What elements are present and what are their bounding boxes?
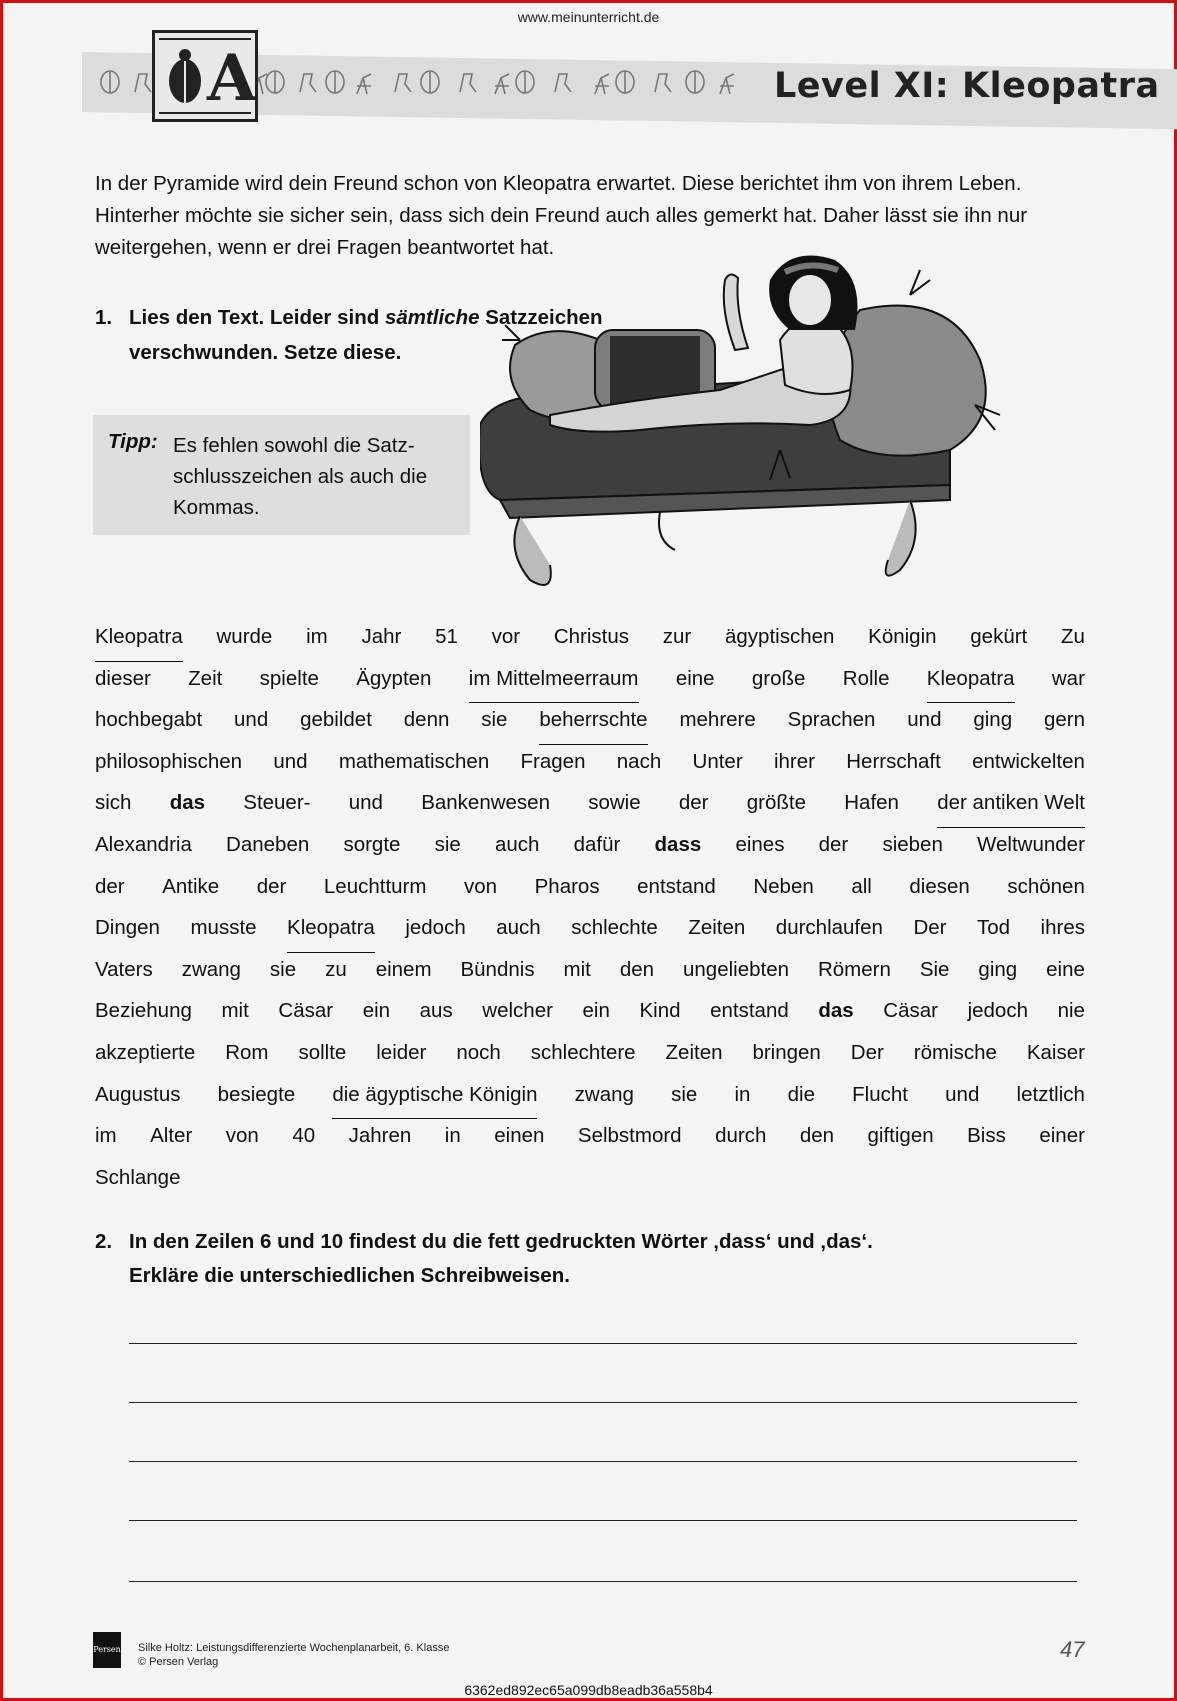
passage-word: eine	[1046, 957, 1085, 981]
passage-word: sowie	[588, 791, 641, 815]
passage-word: Königin	[868, 625, 937, 648]
passage-word: ein	[362, 999, 391, 1023]
passage-word: schönen	[1007, 874, 1085, 898]
passage-word: nie	[1057, 999, 1085, 1023]
passage-word: sorgte	[343, 832, 401, 856]
passage-word: nach	[616, 749, 662, 773]
passage-word: Augustus	[95, 1082, 181, 1106]
answer-line[interactable]	[129, 1402, 1077, 1403]
passage-word: der	[256, 874, 287, 898]
passage-word: hochbegabt	[95, 708, 203, 732]
level-logo	[152, 30, 258, 122]
passage-line	[95, 1119, 1085, 1161]
passage-word: Flucht	[852, 1082, 908, 1106]
passage-underlined-phrase: im Mittelmeerraum	[469, 662, 639, 704]
passage-line	[95, 953, 1085, 995]
passage-word: Herrschaft	[846, 749, 941, 773]
task-2-line-2: Erkläre die unterschiedlichen Schreibweisen.	[129, 1264, 570, 1287]
passage-word: Alter	[150, 1124, 193, 1148]
passage-word: Zeiten	[688, 916, 746, 940]
passage-word: spielte	[259, 666, 319, 690]
passage-word: ägyptischen	[724, 625, 835, 648]
passage-word: letztlich	[1016, 1082, 1085, 1106]
footer-copyright: © Persen Verlag	[138, 1656, 219, 1668]
passage-word: sollte	[298, 1040, 347, 1064]
passage-underlined-phrase: Kleopatra	[287, 911, 375, 953]
passage-word: mit	[563, 957, 591, 981]
footer-credits	[138, 1641, 449, 1669]
passage-line	[95, 911, 1085, 953]
passage-word: Unter	[692, 749, 743, 773]
passage-word: im	[306, 625, 328, 648]
task-2-number: 2.	[95, 1230, 113, 1253]
passage-word: Der	[850, 1040, 884, 1064]
passage-word: den	[799, 1124, 835, 1148]
page-title: Level XI: Kleopatra	[774, 66, 1160, 106]
passage-word: größte	[746, 791, 806, 815]
passage-word: akzeptierte	[95, 1040, 196, 1064]
intro-paragraph: In der Pyramide wird dein Freund schon von Kleopatra erwartet. Diese berichtet ihm von ihrem Leben. Hinterher möchte sie sicher sein, dass sich dein Freund auch alles gemerkt hat. Daher lässt sie ihn nur weitergehen, wenn er drei Fragen beantwortet hat.	[95, 172, 1028, 259]
passage-word: gekürt	[970, 625, 1028, 648]
passage-word: Weltwunder	[977, 832, 1085, 856]
passage-word: von	[464, 874, 498, 898]
passage-line	[95, 1078, 1085, 1120]
passage-word: Rom	[225, 1040, 269, 1064]
passage-word: römische	[913, 1040, 997, 1064]
passage-word: sie	[671, 1082, 698, 1106]
cleopatra-illustration	[480, 250, 1090, 610]
passage-word: Bündnis	[460, 957, 535, 981]
passage-word: sich	[95, 791, 132, 815]
passage-underlined-phrase: beherrschte	[539, 703, 647, 745]
passage-line	[95, 1161, 1085, 1203]
answer-line[interactable]	[129, 1520, 1077, 1521]
passage-word: Antike	[162, 874, 220, 898]
passage-word: Selbstmord	[577, 1124, 682, 1148]
passage-word: große	[751, 666, 806, 690]
text-passage	[95, 620, 1085, 1202]
passage-word: Beziehung	[95, 999, 192, 1023]
passage-line	[95, 620, 1085, 662]
passage-word: musste	[190, 916, 257, 940]
passage-word: Fragen	[520, 749, 586, 773]
passage-underlined-phrase: Kleopatra	[927, 662, 1015, 704]
passage-word: noch	[456, 1040, 501, 1064]
passage-bold-word: das	[169, 791, 206, 815]
passage-line	[95, 703, 1085, 745]
passage-word: mit	[221, 999, 249, 1023]
task-2-line-1: In den Zeilen 6 und 10 findest du die fett gedruckten Wörter ‚dass‘ und ‚das‘.	[129, 1230, 873, 1253]
passage-word: vor	[491, 625, 521, 648]
passage-word: ihrer	[773, 749, 815, 773]
passage-word: der	[818, 832, 849, 856]
passage-word: Zeiten	[665, 1040, 723, 1064]
passage-word: besiegte	[217, 1082, 296, 1106]
passage-word: und	[945, 1082, 980, 1106]
passage-word: 51	[435, 625, 458, 648]
passage-word: Neben	[753, 874, 814, 898]
task-1-number: 1.	[95, 306, 113, 329]
passage-line	[95, 870, 1085, 912]
passage-word: diesen	[909, 874, 970, 898]
passage-word: einen	[494, 1124, 545, 1148]
tip-label: Tipp:	[108, 430, 158, 453]
passage-word: sie	[481, 708, 508, 732]
passage-word: gern	[1043, 708, 1085, 732]
passage-word: zwang	[574, 1082, 634, 1106]
passage-word: philosophischen	[95, 749, 243, 773]
passage-line	[95, 662, 1085, 704]
passage-word: Rolle	[842, 666, 890, 690]
passage-word: schlechte	[571, 916, 658, 940]
tip-text: Es fehlen sowohl die Satzschlusszeichen als auch die Kommas.	[173, 434, 428, 519]
answer-line[interactable]	[129, 1581, 1077, 1582]
passage-word: dafür	[573, 832, 621, 856]
passage-word: in	[444, 1124, 461, 1148]
passage-word: Cäsar	[278, 999, 334, 1023]
passage-word: Römern	[817, 957, 891, 981]
passage-word: dieser	[95, 666, 151, 690]
publisher-logo: Persen	[93, 1632, 121, 1668]
passage-word: Jahr	[361, 625, 402, 648]
passage-word: entstand	[710, 999, 789, 1023]
passage-word: Steuer-	[243, 791, 311, 815]
passage-word: der	[95, 874, 125, 898]
passage-word: bringen	[752, 1040, 821, 1064]
task-2	[95, 1225, 1085, 1293]
passage-word: und	[234, 708, 269, 732]
passage-word: Cäsar	[883, 999, 938, 1023]
passage-word: all	[851, 874, 872, 898]
passage-underlined-phrase: der antiken Welt	[937, 786, 1085, 828]
task-1-instruction: Lies den Text. Leider sind sämtliche Satzzeichen verschwunden. Setze diese.	[129, 306, 603, 364]
passage-word: war	[1051, 666, 1085, 690]
passage-word: auch	[496, 916, 541, 940]
passage-word: Sie	[919, 957, 950, 981]
passage-word: einem	[375, 957, 432, 981]
passage-word: jedoch	[405, 916, 466, 940]
passage-word: Vaters	[95, 957, 153, 981]
passage-word: von	[225, 1124, 259, 1148]
document-hash: 6362ed892ec65a099db8eadb36a558b4	[464, 1682, 713, 1698]
passage-word: Kaiser	[1026, 1040, 1085, 1064]
passage-word: Jahren	[348, 1124, 412, 1148]
passage-word: Dingen	[95, 916, 160, 940]
passage-word: sie	[434, 832, 461, 856]
passage-word: jedoch	[967, 999, 1028, 1023]
passage-word: Tod	[976, 916, 1011, 940]
footer-credit-line: Silke Holtz: Leistungsdifferenzierte Wochenplanarbeit, 6. Klasse	[138, 1642, 450, 1654]
passage-word: Zu	[1060, 625, 1085, 648]
passage-word: und	[273, 749, 308, 773]
passage-word: giftigen	[867, 1124, 934, 1148]
passage-word: ein	[582, 999, 610, 1023]
passage-word: Alexandria	[95, 832, 192, 856]
passage-word: und	[348, 791, 383, 815]
passage-word: eines	[735, 832, 785, 856]
passage-word: ihres	[1040, 916, 1085, 940]
passage-word: Pharos	[534, 874, 600, 898]
page-number: 47	[1060, 1637, 1085, 1662]
passage-word: Der	[913, 916, 947, 940]
passage-word: Ägypten	[356, 666, 432, 690]
passage-word: zur	[662, 625, 692, 648]
passage-bold-word: das	[818, 999, 854, 1023]
passage-word: Bankenwesen	[421, 791, 550, 815]
passage-word: sie	[269, 957, 297, 981]
passage-word: ging	[973, 708, 1013, 732]
passage-word: in	[734, 1082, 751, 1106]
passage-line	[95, 745, 1085, 787]
passage-line	[95, 828, 1085, 870]
passage-word: welcher	[482, 999, 553, 1023]
passage-word: wurde	[216, 625, 273, 648]
passage-word: leider	[376, 1040, 427, 1064]
passage-bold-word: dass	[654, 832, 702, 856]
passage-word: die	[787, 1082, 815, 1106]
passage-word: Sprachen	[787, 708, 876, 732]
passage-word: Zeit	[188, 666, 223, 690]
passage-word: entwickelten	[972, 749, 1085, 773]
answer-line[interactable]	[129, 1343, 1077, 1344]
passage-word: durch	[715, 1124, 767, 1148]
passage-line	[95, 994, 1085, 1036]
passage-word: Biss	[967, 1124, 1006, 1148]
passage-word: Hafen	[844, 791, 899, 815]
passage-word: durchlaufen	[775, 916, 883, 940]
passage-word: Daneben	[226, 832, 310, 856]
passage-word: ging	[978, 957, 1018, 981]
passage-word: den	[619, 957, 655, 981]
passage-word: und	[907, 708, 942, 732]
passage-word: Leuchtturm	[323, 874, 427, 898]
passage-word: Schlange	[95, 1165, 181, 1189]
passage-word: ungeliebten	[682, 957, 789, 981]
passage-word: 40	[292, 1124, 316, 1148]
passage-word: aus	[419, 999, 453, 1023]
passage-word: im	[95, 1124, 117, 1148]
source-url: www.meinunterricht.de	[517, 9, 660, 25]
passage-word: zwang	[181, 957, 241, 981]
passage-word: mehrere	[679, 708, 756, 732]
passage-word: gebildet	[300, 708, 372, 732]
passage-word: schlechtere	[530, 1040, 636, 1064]
passage-word: einer	[1039, 1124, 1085, 1148]
passage-word: Christus	[553, 625, 630, 648]
passage-word: sieben	[882, 832, 943, 856]
passage-word: der	[678, 791, 709, 815]
passage-line	[95, 786, 1085, 828]
passage-word: auch	[494, 832, 540, 856]
passage-underlined-phrase: Kleopatra	[95, 620, 183, 662]
passage-word: Kind	[639, 999, 681, 1023]
answer-line[interactable]	[129, 1461, 1077, 1462]
passage-word: zu	[325, 957, 347, 981]
passage-word: eine	[675, 666, 715, 690]
passage-underlined-phrase: die ägyptische Königin	[332, 1078, 537, 1120]
passage-word: entstand	[637, 874, 716, 898]
logo-letter: A	[207, 41, 257, 116]
passage-word: mathematischen	[338, 749, 490, 773]
passage-line	[95, 1036, 1085, 1078]
passage-word: denn	[403, 708, 450, 732]
